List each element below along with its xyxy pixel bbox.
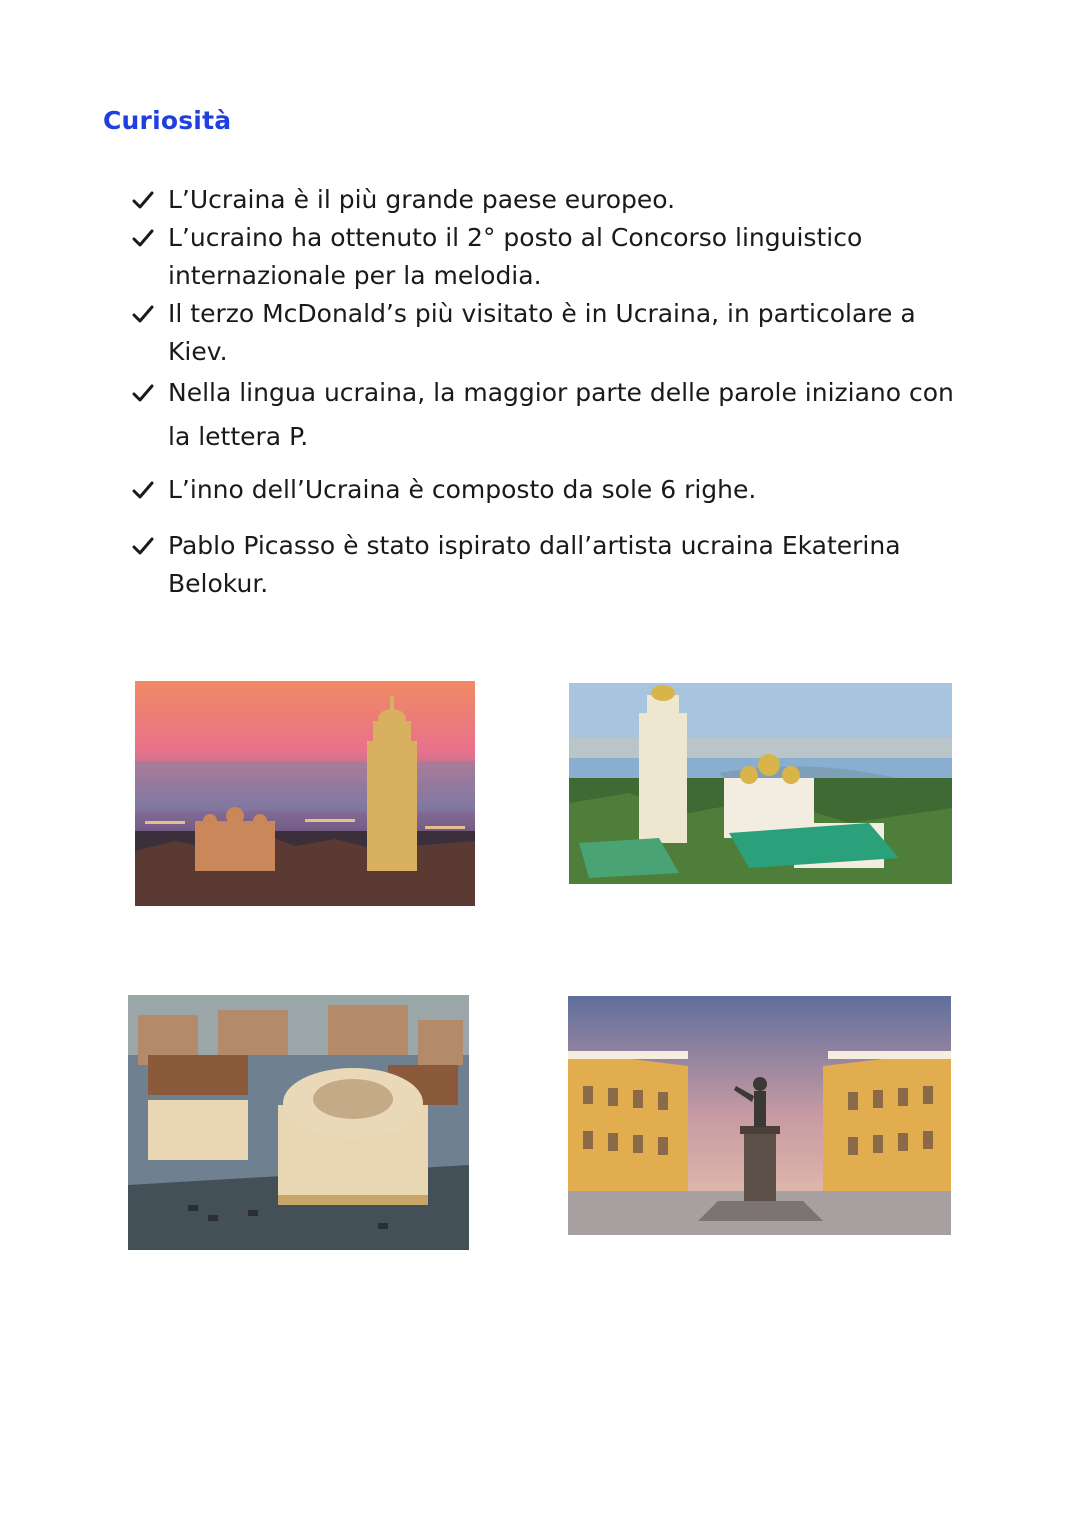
checkmark-icon [132, 181, 158, 219]
list-item [132, 295, 962, 371]
page-title: Curiosità [103, 106, 232, 135]
list-item-text: Nella lingua ucraina, la maggior parte delle parole iniziano con la lettera P. [168, 378, 954, 451]
list-item [132, 219, 962, 295]
list-item [132, 371, 962, 459]
kyiv-lavra-photo [569, 683, 952, 884]
checkmark-icon [132, 527, 158, 565]
kyiv-sunset-photo [135, 681, 475, 906]
checkmark-icon [132, 219, 158, 257]
list-item [132, 527, 962, 603]
checkmark-icon [132, 371, 158, 415]
checkmark-icon [132, 471, 158, 509]
checkmark-icon [132, 295, 158, 333]
list-item [132, 181, 962, 219]
list-item-text: L’ucraino ha ottenuto il 2° posto al Concorso linguistico internazionale per la melodia. [168, 223, 863, 290]
list-item-text: L’Ucraina è il più grande paese europeo. [168, 185, 676, 214]
odesa-duke-monument-photo [568, 996, 951, 1235]
list-item-text: Pablo Picasso è stato ispirato dall’artista ucraina Ekaterina Belokur. [168, 531, 901, 598]
list-item-text: Il terzo McDonald’s più visitato è in Ucraina, in particolare a Kiev. [168, 299, 916, 366]
list-item-text: L’inno dell’Ucraina è composto da sole 6 righe. [168, 475, 757, 504]
list-item [132, 471, 962, 509]
odesa-opera-photo [128, 995, 469, 1250]
